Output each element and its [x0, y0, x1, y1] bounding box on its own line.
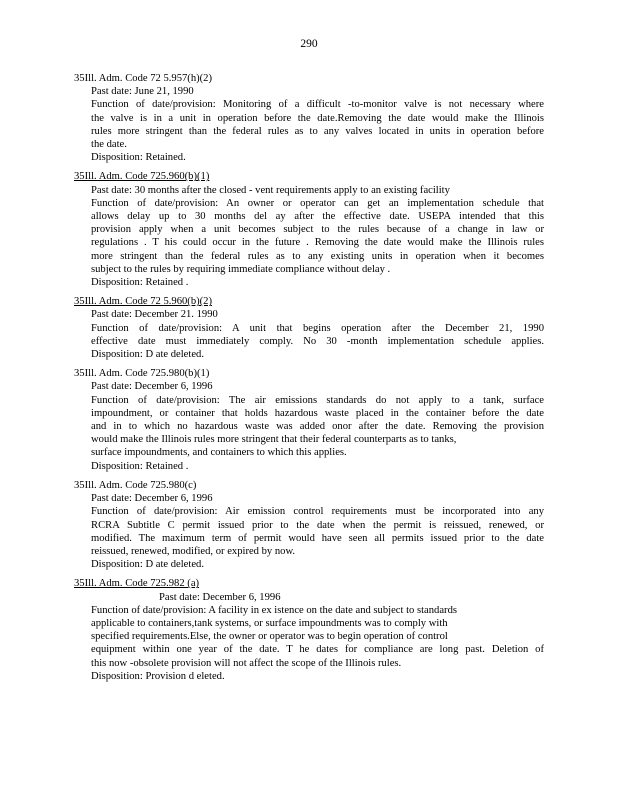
entry-text-line: equipment within one year of the date. T he dates for compliance are long past. Deletion of [91, 644, 544, 656]
entry-text-line: Disposition: Retained . [91, 277, 189, 289]
entry-text-line: the valve is in a unit in operation before the date.Removing the date would make the Illinois [91, 112, 544, 124]
entry-text-line: impoundment, or container that holds hazardous waste placed in the container before the date [91, 407, 544, 419]
entry-citation: 35Ill. Adm. Code 72 5.960(b)(2) [74, 296, 212, 308]
entry-body [74, 591, 544, 683]
entry-text-line: subject to the rules by requiring immediate compliance without delay . [91, 263, 391, 275]
entry-body [74, 85, 544, 164]
entry-text-line: Function of date/provision: Air emission control requirements must be incorporated into any [91, 506, 544, 518]
entry-text-line: Disposition: D ate deleted. [91, 559, 204, 571]
entry-text-line: Function of date/provision: Monitoring of a difficult -to-monitor valve is not necessary where [91, 99, 544, 111]
entry-text-line: reissued, renewed, modified, or expired by now. [91, 545, 296, 557]
entry-citation: 35Ill. Adm. Code 725.980(c) [74, 479, 197, 491]
regulation-entry [74, 295, 544, 361]
entry-body [74, 380, 544, 472]
page-number: 290 [300, 38, 318, 50]
entry-text-line: Past date: December 21. 1990 [91, 309, 218, 321]
entry-text-line: provision apply when a unit becomes subject to the rules because of a change in law or [91, 224, 544, 236]
entry-text-line: applicable to containers,tank systems, or surface impoundments was to comply with [91, 617, 448, 629]
entry-text-line: Past date: December 6, 1996 [91, 381, 213, 393]
entry-text-line: Disposition: Provision d eleted. [91, 670, 225, 682]
regulation-entry [74, 72, 544, 164]
regulation-entry [74, 170, 544, 289]
entry-text-line: Function of date/provision: A facility in ex istence on the date and subject to standards [91, 604, 457, 616]
regulation-entry [74, 367, 544, 473]
entry-text-line: effective date must immediately comply. No 30 -month implementation schedule applies. [91, 335, 544, 347]
entry-citation: 35Ill. Adm. Code 725.960(b)(1) [74, 171, 210, 183]
entry-text-line: Past date: 30 months after the closed - vent requirements apply to an existing facility [91, 184, 450, 196]
entry-citation: 35Ill. Adm. Code 72 5.957(h)(2) [74, 73, 212, 84]
entry-text-line: RCRA Subtitle C permit issued prior to the date when the permit is reissued, renewed, or [91, 519, 544, 531]
entry-text-line: this now -obsolete provision will not affect the scope of the Illinois rules. [91, 657, 402, 669]
entry-text-line: Disposition: Retained. [91, 152, 186, 164]
entry-text-line: Disposition: D ate deleted. [91, 349, 204, 361]
regulation-entry [74, 577, 544, 683]
entry-citation: 35Ill. Adm. Code 725.982 (a) [74, 578, 200, 590]
entry-text-line: the date. [91, 139, 127, 151]
entry-text-line: more stringent than the federal rules as to any existing units in operation when it becomes [91, 250, 544, 262]
entries-list [74, 72, 544, 689]
entry-text-line: Past date: June 21, 1990 [91, 86, 194, 98]
entry-text-line: would make the Illinois rules more stringent that their federal counterparts as to tanks, [91, 434, 457, 446]
entry-text-line: Function of date/provision: The air emissions standards do not apply to a tank, surface [91, 394, 544, 406]
entry-text-line: Past date: December 6, 1996 [159, 591, 281, 603]
entry-text-line: rules more stringent than the federal rules as to any valves located in units in operation before [91, 125, 544, 137]
entry-text-line: and in to which no hazardous waste was added onor after the date. Removing the provision [91, 421, 544, 433]
entry-text-line: regulations . T his could occur in the future . Removing the date would make the Illinois rules [91, 237, 544, 249]
entry-body [74, 492, 544, 571]
entry-body [74, 308, 544, 361]
entry-text-line: Disposition: Retained . [91, 460, 189, 472]
entry-text-line: specified requirements.Else, the owner or operator was to begin operation of control [91, 631, 448, 643]
entry-body [74, 184, 544, 290]
entry-text-line: Function of date/provision: An owner or operator can get an implementation schedule that [91, 197, 544, 209]
entry-text-line: Function of date/provision: A unit that begins operation after the December 21, 1990 [91, 322, 544, 334]
entry-text-line: surface impoundments, and containers to which this applies. [91, 447, 347, 459]
entry-text-line: Past date: December 6, 1996 [91, 493, 213, 505]
entry-citation: 35Ill. Adm. Code 725.980(b)(1) [74, 368, 210, 380]
regulation-entry [74, 479, 544, 571]
entry-text-line: modified. The maximum term of permit would have seen all permits issued prior to the date [91, 532, 544, 544]
entry-text-line: allows delay up to 30 months del ay after the effective date. USEPA intended that this [91, 211, 544, 223]
